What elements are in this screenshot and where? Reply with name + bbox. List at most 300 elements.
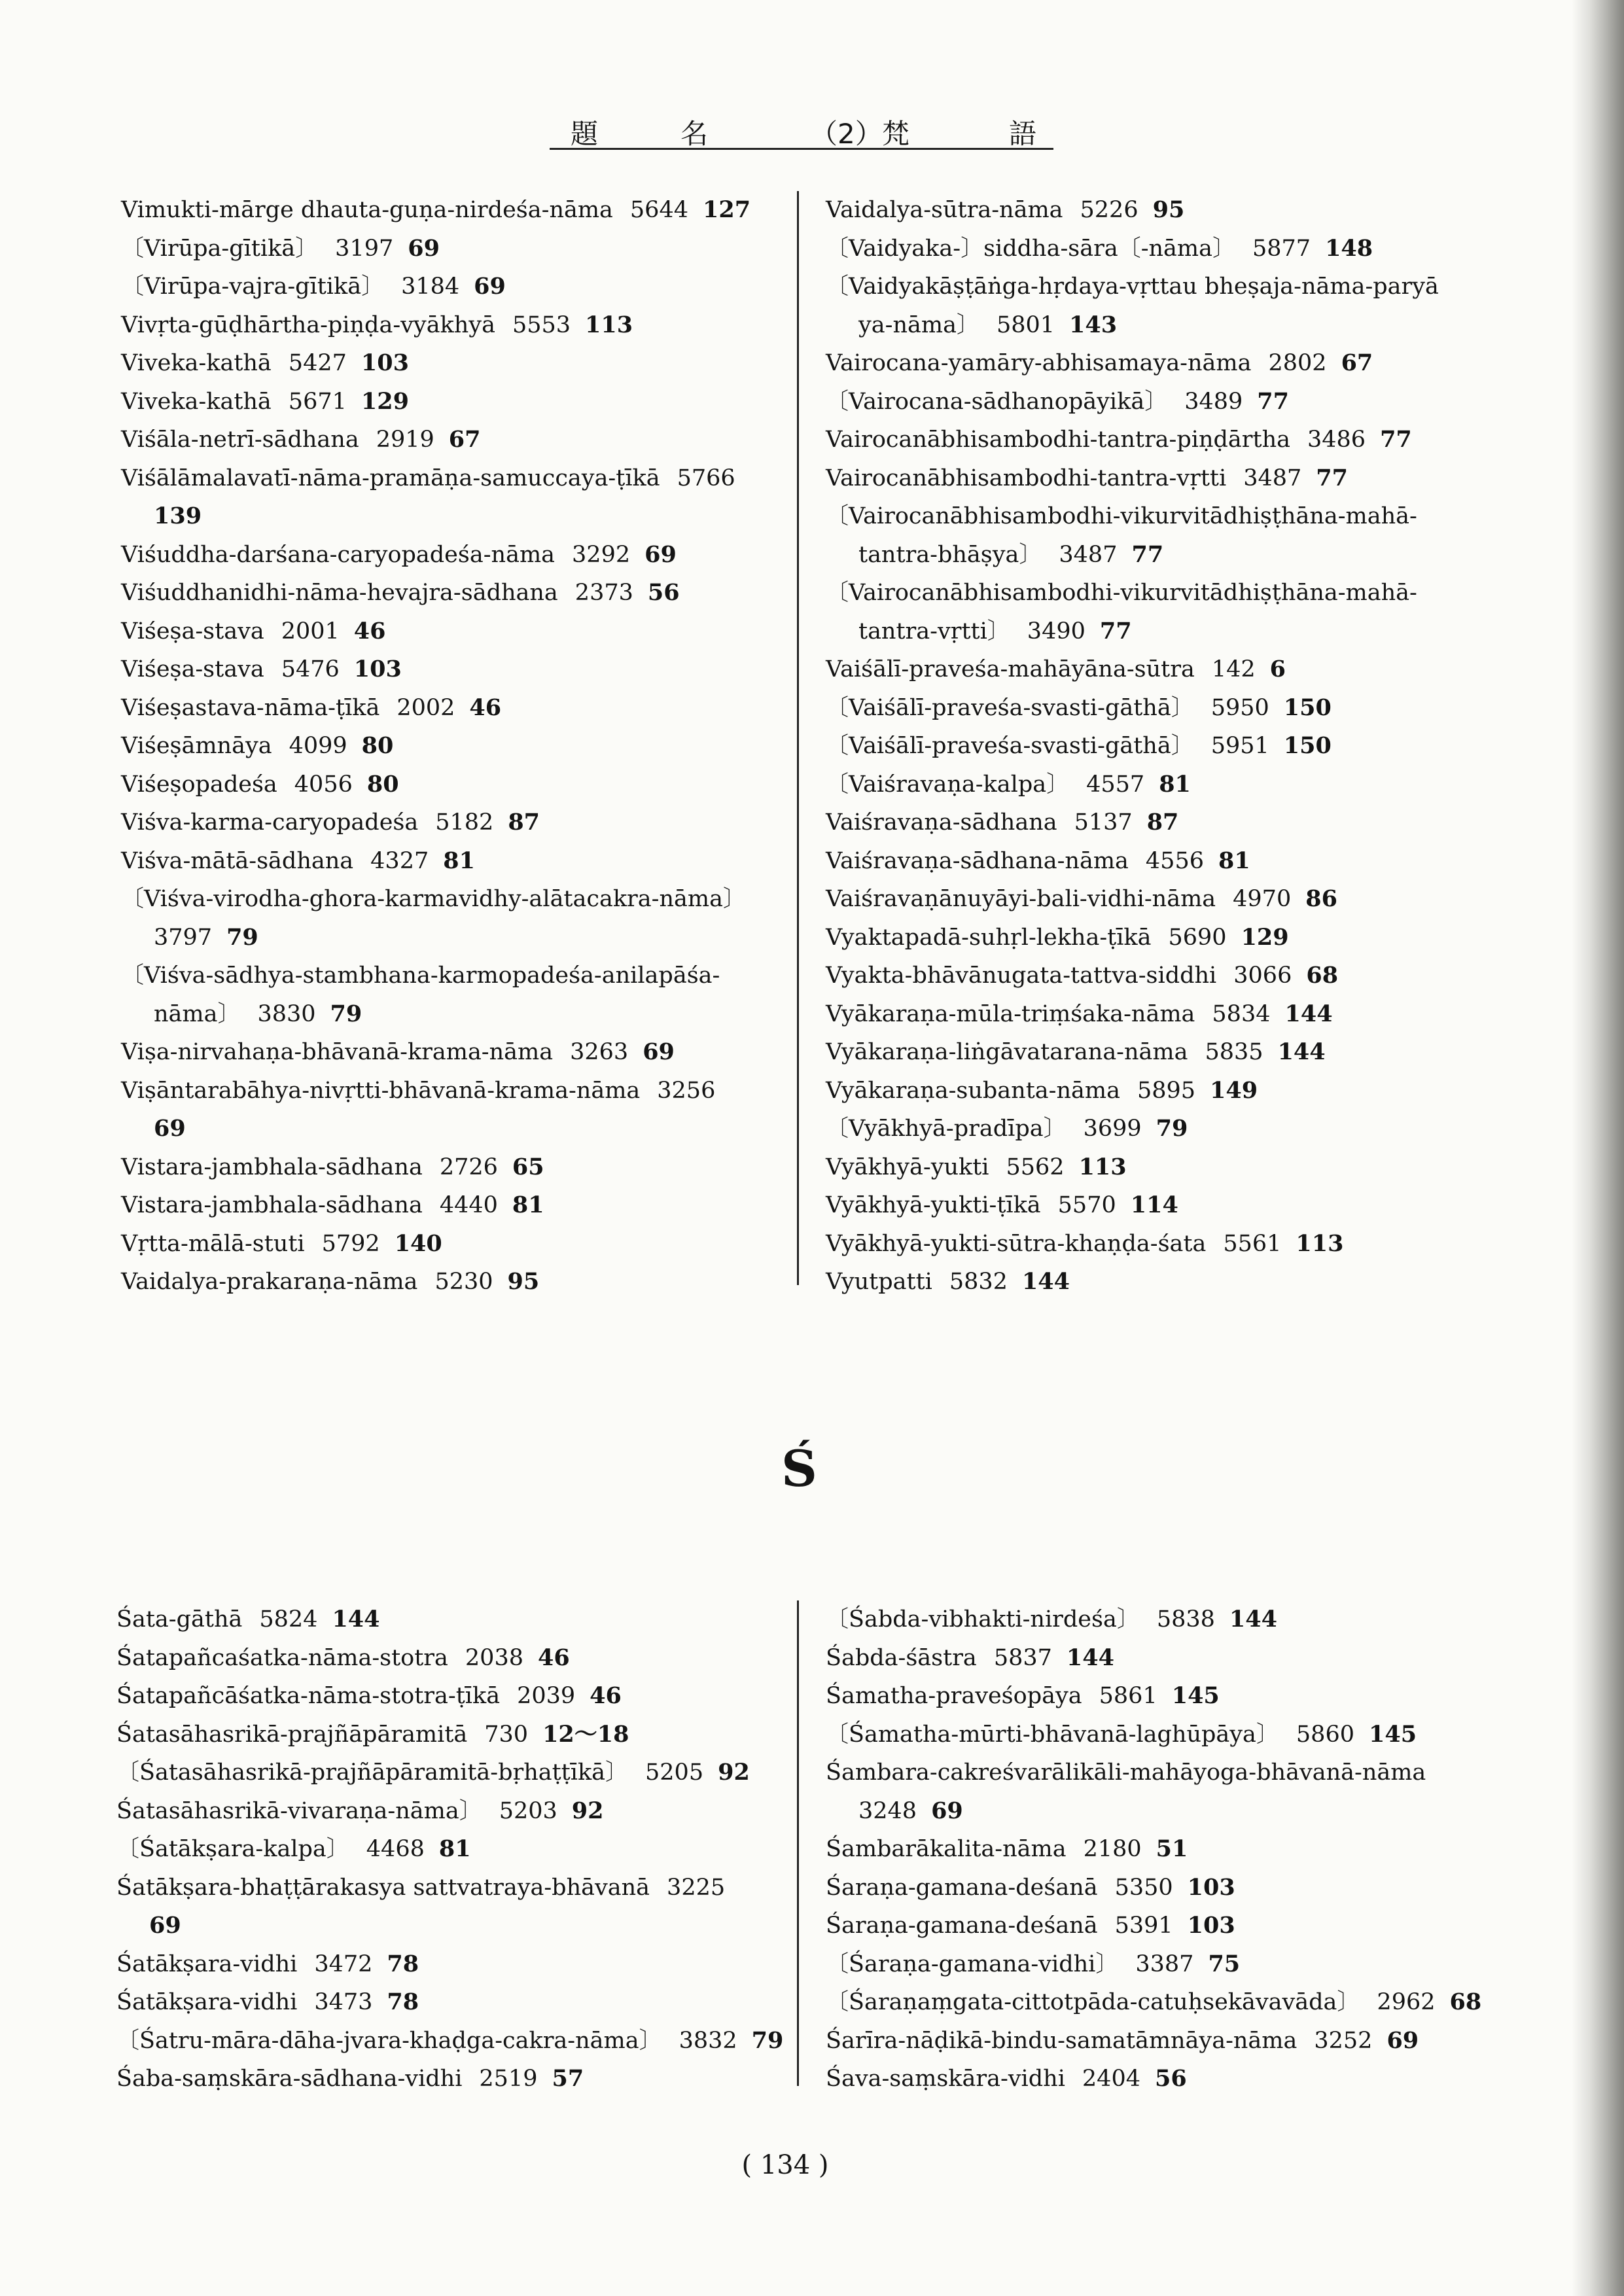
entry-title: Śava-saṃskāra-vidhi: [826, 2066, 1065, 2092]
entry-page: 56: [1154, 2065, 1187, 2092]
entry-code: 4056: [294, 771, 353, 798]
index-entry: [826, 1907, 1480, 1945]
entry-title: 〔Vaidyaka-〕siddha-sāra〔-nāma〕: [826, 235, 1235, 262]
entry-title: 〔Vyākhyā-pradīpa〕: [826, 1116, 1067, 1142]
column-divider-bottom: [797, 1600, 799, 2086]
entry-title: Vaidalya-prakaraṇa-nāma: [121, 1269, 418, 1295]
index-entry: [116, 1983, 790, 2022]
entry-page: 92: [718, 1759, 750, 1786]
entry-code: 2519: [479, 2066, 538, 2092]
index-entry: [116, 1830, 790, 1869]
entry-title: Śaba-saṃskāra-sādhana-vidhi: [116, 2066, 463, 2092]
index-entry: [116, 1600, 790, 1639]
entry-page: 103: [361, 349, 409, 376]
entry-title: 〔Vaiśālī-praveśa-svasti-gāthā〕: [826, 733, 1194, 759]
entry-code: 142: [1211, 656, 1256, 682]
entry-page: 77: [1099, 617, 1132, 645]
index-entry: [121, 1225, 785, 1263]
entry-code: 5951: [1210, 733, 1269, 759]
entry-code: 3252: [1314, 2027, 1373, 2054]
entry-page: 87: [508, 809, 540, 836]
index-entry: [116, 1677, 790, 1716]
entry-page: 56: [647, 579, 680, 606]
entry-title: Vyutpatti: [826, 1269, 932, 1295]
entry-page: 69: [644, 540, 677, 568]
index-entry: [826, 1033, 1480, 1072]
entry-page: 113: [585, 311, 633, 338]
entry-title: 〔Virūpa-vajra-gītikā〕: [121, 274, 385, 300]
index-entry: [121, 689, 785, 728]
entry-code: 5834: [1212, 1000, 1271, 1027]
entry-code: 5860: [1296, 1721, 1354, 1748]
entry-code: 5671: [288, 388, 347, 415]
entry-code: 4556: [1145, 847, 1204, 874]
entry-title: Śabda-śāstra: [826, 1644, 977, 1671]
entry-title: Vairocana-yamāry-abhisamaya-nāma: [826, 350, 1252, 376]
entry-page: 129: [1241, 923, 1289, 951]
entry-page: 148: [1325, 234, 1373, 262]
entry-code: 5835: [1205, 1039, 1263, 1065]
entry-code: 3699: [1083, 1116, 1142, 1142]
index-entry: [826, 766, 1480, 804]
index-entry: [121, 574, 785, 612]
entry-title: 〔Śatasāhasrikā-prajñāpāramitā-bṛhaṭṭīkā〕: [116, 1759, 629, 1786]
entry-code: 5427: [288, 350, 347, 376]
index-entry: [826, 1263, 1480, 1301]
entry-page: 79: [330, 1000, 362, 1027]
entry-title-continued: tantra-bhāṣya〕: [858, 541, 1042, 568]
entry-code: 5205: [645, 1759, 704, 1786]
entry-title: Vairocanābhisambodhi-tantra-piṇḍārtha: [826, 427, 1290, 453]
page-header: [550, 110, 1053, 150]
entry-title: Śatākṣara-bhaṭṭārakasya sattvatraya-bhāvanā: [116, 1874, 650, 1901]
entry-title: Śatapañcāśatka-nāma-stotra-ṭīkā: [116, 1683, 501, 1709]
entry-title: Viśeṣastava-nāma-ṭīkā: [121, 694, 380, 721]
index-entry: [826, 995, 1480, 1034]
entry-page: 81: [438, 1835, 471, 1862]
entry-page: 80: [361, 732, 394, 759]
entry-page: 68: [1449, 1988, 1482, 2015]
entry-page: 81: [512, 1192, 544, 1218]
entry-code: 5644: [629, 197, 688, 223]
entry-title: 〔Śaraṇa-gamana-vidhi〕: [826, 1951, 1119, 1977]
index-entry: [121, 344, 785, 383]
entry-page: 92: [571, 1797, 604, 1824]
entry-code: 4468: [366, 1836, 425, 1862]
entry-page: 144: [1284, 1000, 1333, 1027]
entry-page: 69: [643, 1038, 675, 1065]
index-entry: [826, 1677, 1480, 1716]
index-entry: [826, 689, 1480, 728]
entry-page: 69: [408, 234, 440, 262]
entry-page: 86: [1305, 885, 1337, 912]
entry-page: 77: [1380, 426, 1412, 453]
entry-code: 3066: [1233, 963, 1292, 989]
index-entry: [826, 1869, 1480, 1907]
entry-code: 3473: [314, 1989, 373, 2015]
entry-title: Viśuddhanidhi-nāma-hevajra-sādhana: [121, 580, 558, 606]
entry-code: 5562: [1006, 1154, 1065, 1180]
index-entry: [116, 1945, 790, 1984]
entry-page: 77: [1257, 387, 1289, 415]
entry-code: 3830: [257, 1000, 316, 1027]
index-entry: [121, 459, 785, 498]
index-entry: [121, 536, 785, 574]
index-entry: [121, 421, 785, 459]
entry-page: 67: [1341, 349, 1373, 376]
entry-code: 5230: [434, 1269, 493, 1295]
entry-code: 4099: [289, 733, 347, 759]
index-entry: [826, 1225, 1480, 1263]
entry-title: Śambarākalita-nāma: [826, 1836, 1067, 1862]
entry-title: Viśeṣāmnāya: [121, 733, 272, 759]
entry-page: 65: [512, 1153, 544, 1180]
entry-title: Viśva-karma-caryopadeśa: [121, 809, 419, 836]
entry-page: 114: [1130, 1192, 1178, 1218]
index-entry: [826, 1186, 1480, 1225]
entry-code: 5570: [1057, 1192, 1116, 1218]
entry-title: Vistara-jambhala-sādhana: [121, 1192, 423, 1218]
entry-page: 144: [1066, 1644, 1114, 1671]
entry-title: 〔Śatru-māra-dāha-jvara-khaḍga-cakra-nāma〕: [116, 2027, 662, 2054]
entry-code: 2038: [465, 1644, 523, 1671]
entry-code: 5801: [996, 311, 1055, 338]
entry-page: 80: [366, 770, 399, 798]
index-entry: [121, 1263, 785, 1301]
index-entry: [121, 268, 785, 306]
entry-title: Vaiśālī-praveśa-mahāyāna-sūtra: [826, 656, 1195, 682]
index-entry: [826, 1945, 1480, 1984]
entry-page: 69: [154, 1115, 186, 1142]
entry-code: 5950: [1210, 694, 1269, 721]
index-entry: [121, 1072, 785, 1110]
page-number: ( 134 ): [741, 2150, 829, 2180]
index-column-s-left: [116, 1600, 790, 2098]
entry-title: Viśva-mātā-sādhana: [121, 847, 354, 874]
index-entry: [826, 1600, 1480, 1639]
entry-code: 4970: [1233, 886, 1292, 912]
entry-page: 140: [394, 1229, 442, 1257]
entry-page: 127: [702, 196, 751, 223]
entry-page: 46: [469, 694, 502, 721]
index-entry: [121, 957, 785, 995]
index-entry: [826, 1110, 1480, 1148]
index-entry-continuation: [121, 497, 785, 536]
entry-page: 149: [1210, 1076, 1258, 1104]
entry-code: 5391: [1114, 1913, 1173, 1939]
index-entry: [121, 383, 785, 421]
index-entry: [116, 1716, 790, 1754]
entry-code: 5690: [1168, 924, 1227, 951]
index-entry: [116, 1639, 790, 1678]
entry-title-continued: tantra-vṛtti〕: [858, 618, 1010, 645]
entry-title: Śaraṇa-gamana-deśanā: [826, 1874, 1098, 1901]
entry-page: 77: [1131, 540, 1164, 568]
entry-title: 〔Śatākṣara-kalpa〕: [116, 1836, 349, 1862]
index-entry: [121, 306, 785, 345]
index-entry: [826, 804, 1480, 842]
index-entry: [826, 2022, 1480, 2060]
header-title-char-1: 題: [571, 118, 599, 150]
entry-code: 3490: [1027, 618, 1086, 645]
entry-code: 5766: [677, 465, 735, 491]
entry-title: Vivṛta-gūḍhārtha-piṇḍa-vyākhyā: [121, 311, 495, 338]
entry-title: Śatapañcaśatka-nāma-stotra: [116, 1644, 448, 1671]
entry-code: 2802: [1268, 350, 1327, 376]
entry-code: 5476: [281, 656, 340, 682]
index-entry: [121, 842, 785, 881]
entry-title: 〔Vairocana-sādhanopāyikā〕: [826, 388, 1168, 415]
entry-code: 3487: [1059, 541, 1118, 568]
index-entry: [116, 1869, 790, 1907]
index-entry: [826, 191, 1480, 230]
header-section-number: （2）: [810, 118, 883, 150]
index-entry-continuation: [121, 1110, 785, 1148]
index-column-s-right: [826, 1600, 1480, 2098]
index-entry: [116, 1792, 790, 1831]
entry-title: Vistara-jambhala-sādhana: [121, 1154, 423, 1180]
entry-code: 2180: [1083, 1836, 1142, 1862]
entry-page: 79: [226, 923, 258, 951]
entry-code: 5553: [512, 311, 571, 338]
entry-page: 150: [1283, 694, 1332, 721]
index-entry: [121, 612, 785, 651]
entry-title: Vaiśravaṇa-sādhana-nāma: [826, 847, 1129, 874]
entry-code: 5838: [1156, 1606, 1215, 1633]
entry-title: 〔Śamatha-mūrti-bhāvanā-laghūpāya〕: [826, 1721, 1279, 1748]
entry-page: 79: [751, 2026, 784, 2054]
entry-page: 129: [361, 387, 409, 415]
index-entry-continuation: [121, 995, 785, 1034]
entry-code: 5837: [993, 1644, 1052, 1671]
entry-page: 75: [1208, 1950, 1241, 1977]
entry-code: 3184: [401, 274, 460, 300]
entry-title: Vyakta-bhāvānugata-tattva-siddhi: [826, 963, 1217, 989]
column-divider-top: [797, 191, 799, 1285]
entry-page: 139: [154, 503, 202, 529]
index-entry: [826, 344, 1480, 383]
entry-code: 4557: [1086, 771, 1145, 798]
entry-title: Viṣa-nirvahaṇa-bhāvanā-krama-nāma: [121, 1039, 554, 1065]
entry-title: Śatasāhasrikā-vivaraṇa-nāma〕: [116, 1797, 482, 1824]
entry-page: 46: [353, 617, 386, 645]
entry-page: 51: [1156, 1835, 1188, 1862]
index-entry: [826, 497, 1480, 536]
index-entry: [826, 268, 1480, 306]
index-entry: [121, 1033, 785, 1072]
index-entry: [116, 2060, 790, 2098]
entry-title: Vyākaraṇa-mūla-triṃśaka-nāma: [826, 1000, 1195, 1027]
entry-page: 79: [1156, 1115, 1188, 1142]
entry-code: 5792: [321, 1230, 380, 1257]
index-entry: [826, 574, 1480, 612]
entry-title: Vyākhyā-yukti: [826, 1154, 989, 1180]
index-entry-continuation: [121, 919, 785, 957]
entry-page: 6: [1269, 656, 1286, 682]
entry-title: 〔Vairocanābhisambodhi-vikurvitādhiṣṭhāna-mahā-: [826, 503, 1417, 529]
entry-code: 3256: [657, 1077, 716, 1104]
entry-title: 〔Śaraṇaṃgata-cittotpāda-catuḥsekāvavāda〕: [826, 1989, 1360, 2015]
entry-title: Vyaktapadā-suhṛl-lekha-ṭīkā: [826, 924, 1152, 951]
entry-code: 2039: [517, 1683, 576, 1709]
index-entry: [826, 1754, 1480, 1792]
index-entry: [121, 230, 785, 268]
entry-code: 3263: [570, 1039, 629, 1065]
entry-page: 113: [1078, 1153, 1127, 1180]
index-entry: [121, 804, 785, 842]
entry-code: 2001: [281, 618, 340, 645]
entry-code: 2962: [1377, 1989, 1436, 2015]
entry-code: 2726: [439, 1154, 498, 1180]
entry-title: 〔Vairocanābhisambodhi-vikurvitādhiṣṭhāna-mahā-: [826, 580, 1417, 606]
entry-page: 95: [1152, 196, 1185, 223]
index-entry: [826, 1983, 1480, 2022]
entry-title: Viṣāntarabāhya-nivṛtti-bhāvanā-krama-nāma: [121, 1077, 641, 1104]
entry-title: Vṛtta-mālā-stuti: [121, 1230, 305, 1257]
entry-title: Vyākhyā-yukti-sūtra-khaṇḍa-śata: [826, 1230, 1207, 1257]
entry-code: 5203: [499, 1797, 557, 1824]
entry-page: 81: [443, 847, 475, 874]
entry-page: 144: [332, 1606, 380, 1633]
entry-code: 3487: [1243, 465, 1302, 491]
entry-code: 5877: [1252, 235, 1311, 262]
index-entry-continuation: [116, 1907, 790, 1945]
index-entry: [826, 421, 1480, 459]
entry-code: 2002: [397, 694, 455, 721]
entry-page: 103: [1187, 1912, 1235, 1939]
entry-title: 〔Viśva-sādhya-stambhana-karmopadeśa-anilapāśa-: [121, 963, 720, 989]
index-entry: [121, 1148, 785, 1187]
page-edge-shadow: [1572, 0, 1624, 2296]
entry-page: 69: [1386, 2026, 1419, 2054]
index-entry: [826, 957, 1480, 995]
index-entry: [121, 191, 785, 230]
entry-page: 87: [1146, 809, 1179, 836]
entry-code: 3797: [154, 924, 213, 951]
index-entry: [116, 1754, 790, 1792]
entry-page: 57: [552, 2065, 584, 2092]
entry-title: Viveka-kathā: [121, 388, 272, 415]
entry-title: Vaiśravaṇa-sādhana: [826, 809, 1057, 836]
entry-title: Vyākhyā-yukti-ṭīkā: [826, 1192, 1041, 1218]
entry-title: Viśāla-netrī-sādhana: [121, 427, 359, 453]
index-entry: [826, 1639, 1480, 1678]
entry-title: Vyākaraṇa-subanta-nāma: [826, 1077, 1120, 1104]
index-entry: [121, 1186, 785, 1225]
entry-page: 46: [590, 1682, 622, 1709]
entry-title: Viśeṣa-stava: [121, 618, 264, 645]
entry-title: Viveka-kathā: [121, 350, 272, 376]
index-entry: [826, 383, 1480, 421]
entry-title: Vimukti-mārge dhauta-guṇa-nirdeśa-nāma: [121, 197, 613, 223]
entry-title: Śata-gāthā: [116, 1606, 243, 1633]
entry-code: 730: [484, 1721, 529, 1748]
entry-title: Śatasāhasrikā-prajñāpāramitā: [116, 1721, 468, 1748]
index-entry: [826, 1716, 1480, 1754]
section-letter: Ś: [781, 1439, 817, 1498]
entry-title: 〔Viśva-virodha-ghora-karmavidhy-alātacakra-nāma〕: [121, 886, 746, 912]
entry-page: 143: [1069, 311, 1118, 338]
entry-title: Śatākṣara-vidhi: [116, 1989, 298, 2015]
entry-page: 77: [1316, 464, 1348, 491]
entry-code: 3489: [1184, 388, 1243, 415]
entry-title: Śarīra-nāḍikā-bindu-samatāmnāya-nāma: [826, 2027, 1297, 2054]
entry-title: Viśālāmalavatī-nāma-pramāṇa-samuccaya-ṭīkā: [121, 465, 660, 491]
index-entry: [826, 1148, 1480, 1187]
entry-title: Vairocanābhisambodhi-tantra-vṛtti: [826, 465, 1227, 491]
entry-page: 81: [1159, 770, 1191, 798]
index-entry: [826, 1072, 1480, 1110]
index-entry: [826, 650, 1480, 689]
entry-title: 〔Vaiśravaṇa-kalpa〕: [826, 771, 1070, 798]
entry-code: 5832: [949, 1269, 1008, 1295]
entry-page: 78: [387, 1950, 419, 1977]
entry-code: 4440: [439, 1192, 498, 1218]
index-entry: [826, 2060, 1480, 2098]
entry-code: 3486: [1307, 427, 1366, 453]
entry-title: Viśeṣopadeśa: [121, 771, 277, 798]
entry-page: 12～18: [542, 1720, 629, 1748]
entry-title: 〔Vaidyakāṣṭāṅga-hṛdaya-vṛttau bheṣaja-nāma-paryā: [826, 274, 1439, 300]
index-entry: [121, 880, 785, 919]
entry-title: 〔Virūpa-gītikā〕: [121, 235, 319, 262]
entry-code: 3472: [314, 1951, 373, 1977]
entry-page: 68: [1306, 962, 1339, 989]
entry-page: 145: [1171, 1682, 1220, 1709]
entry-title: 〔Vaiśālī-praveśa-svasti-gāthā〕: [826, 694, 1194, 721]
entry-title-continued: nāma〕: [154, 1000, 241, 1027]
entry-code: 2404: [1082, 2066, 1140, 2092]
index-entry: [826, 1830, 1480, 1869]
entry-page: 69: [931, 1797, 963, 1824]
index-entry-continuation: [826, 536, 1480, 574]
entry-page: 81: [1218, 847, 1250, 874]
entry-title-continued: ya-nāma〕: [858, 311, 980, 338]
index-entry: [121, 650, 785, 689]
entry-page: 144: [1021, 1268, 1070, 1295]
entry-code: 5137: [1074, 809, 1133, 836]
entry-code: 5226: [1080, 197, 1139, 223]
index-column-v-right: [826, 191, 1480, 1301]
entry-page: 144: [1229, 1606, 1277, 1633]
entry-code: 5861: [1099, 1683, 1157, 1709]
entry-code: 5182: [435, 809, 494, 836]
index-entry: [826, 880, 1480, 919]
entry-code: 5561: [1223, 1230, 1282, 1257]
header-subtitle-char-1: 梵: [882, 118, 910, 150]
index-entry-continuation: [826, 1792, 1480, 1831]
index-entry-continuation: [826, 612, 1480, 651]
entry-code: 3197: [335, 235, 394, 262]
entry-page: 103: [353, 656, 402, 682]
entry-title: 〔Śabda-vibhakti-nirdeśa〕: [826, 1606, 1140, 1633]
index-entry: [121, 727, 785, 766]
index-entry: [121, 766, 785, 804]
entry-code: 3832: [679, 2027, 737, 2054]
entry-page: 103: [1187, 1873, 1235, 1901]
index-entry: [826, 230, 1480, 268]
entry-code: 3292: [572, 541, 631, 568]
entry-title: Śamatha-praveśopāya: [826, 1683, 1082, 1709]
entry-code: 3387: [1135, 1951, 1194, 1977]
entry-title: Śambara-cakreśvarālikāli-mahāyoga-bhāvanā-nāma: [826, 1759, 1426, 1786]
entry-page: 150: [1283, 732, 1332, 759]
entry-code: 5824: [259, 1606, 318, 1633]
entry-page: 144: [1277, 1038, 1326, 1065]
entry-code: 4327: [370, 847, 429, 874]
entry-title: Śatākṣara-vidhi: [116, 1951, 298, 1977]
header-title-char-2: 名: [680, 118, 709, 150]
